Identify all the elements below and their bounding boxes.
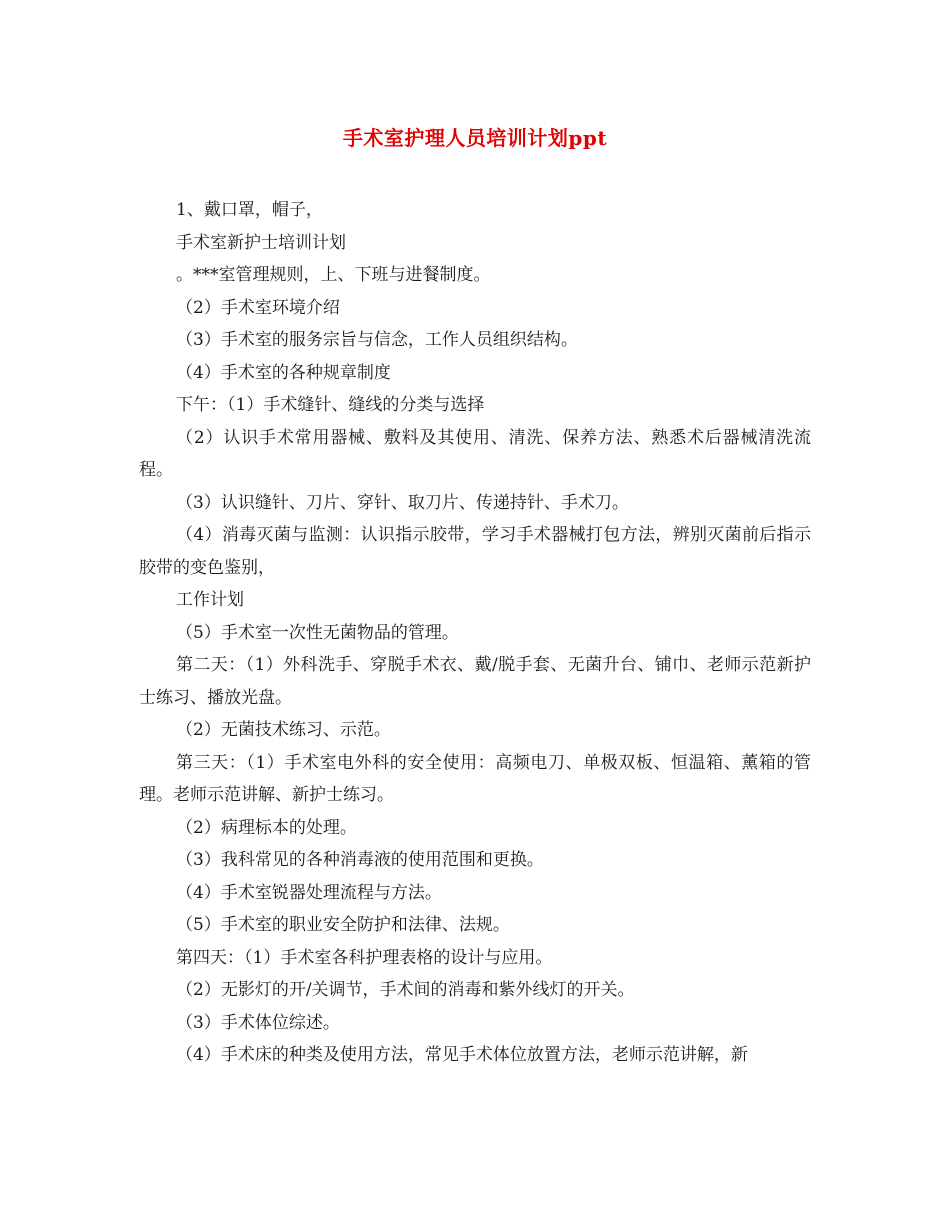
document-title: 手术室护理人员培训计划ppt — [342, 126, 608, 150]
document-body — [139, 194, 811, 1072]
paragraph: 工作计划 — [176, 590, 244, 610]
paragraph: （2）无影灯的开/关调节，手术间的消毒和紫外线灯的开关。 — [176, 980, 635, 1000]
paragraph: （2）病理标本的处理。 — [176, 817, 357, 838]
paragraph: 第二天：（1）外科洗手、穿脱手术衣、戴/脱手套、无菌升台、铺巾、老师示范新护士练习、播放光盘。 — [139, 655, 811, 708]
paragraph: 第三天：（1）手术室电外科的安全使用：高频电刀、单极双板、恒温箱、薰箱的管理。老师示范讲解、新护士练习。 — [139, 752, 811, 805]
paragraph: 手术室新护士培训计划 — [176, 232, 346, 253]
paragraph: （4）消毒灭菌与监测：认识指示胶带，学习手术器械打包方法，辨别灭菌前后指示胶带的变色鉴别， — [139, 525, 811, 578]
paragraph: （3）手术室的服务宗旨与信念，工作人员组织结构。 — [176, 330, 578, 350]
paragraph: （5）手术室的职业安全防护和法律、法规。 — [176, 915, 510, 935]
paragraph: （2）认识手术常用器械、敷料及其使用、清洗、保养方法、熟悉术后器械清洗流程。 — [139, 427, 811, 480]
paragraph: （2）无菌技术练习、示范。 — [176, 720, 391, 740]
paragraph: 1、戴口罩，帽子， — [176, 200, 323, 220]
paragraph: （4）手术床的种类及使用方法，常见手术体位放置方法，老师示范讲解，新 — [176, 1045, 748, 1065]
paragraph: 。***室管理规则，上、下班与进餐制度。 — [176, 265, 491, 285]
paragraph: 第四天：（1）手术室各科护理表格的设计与应用。 — [176, 947, 553, 968]
paragraph: 下午：（1）手术缝针、缝线的分类与选择 — [176, 395, 485, 415]
paragraph: （5）手术室一次性无菌物品的管理。 — [176, 622, 459, 643]
paragraph: （3）认识缝针、刀片、穿针、取刀片、传递持针、手术刀。 — [176, 492, 629, 513]
paragraph: （3）我科常见的各种消毒液的使用范围和更换。 — [176, 850, 544, 870]
paragraph: （2）手术室环境介绍 — [176, 297, 340, 318]
paragraph: （4）手术室的各种规章制度 — [176, 362, 391, 383]
paragraph: （4）手术室锐器处理流程与方法。 — [176, 882, 442, 903]
paragraph: （3）手术体位综述。 — [176, 1012, 340, 1033]
